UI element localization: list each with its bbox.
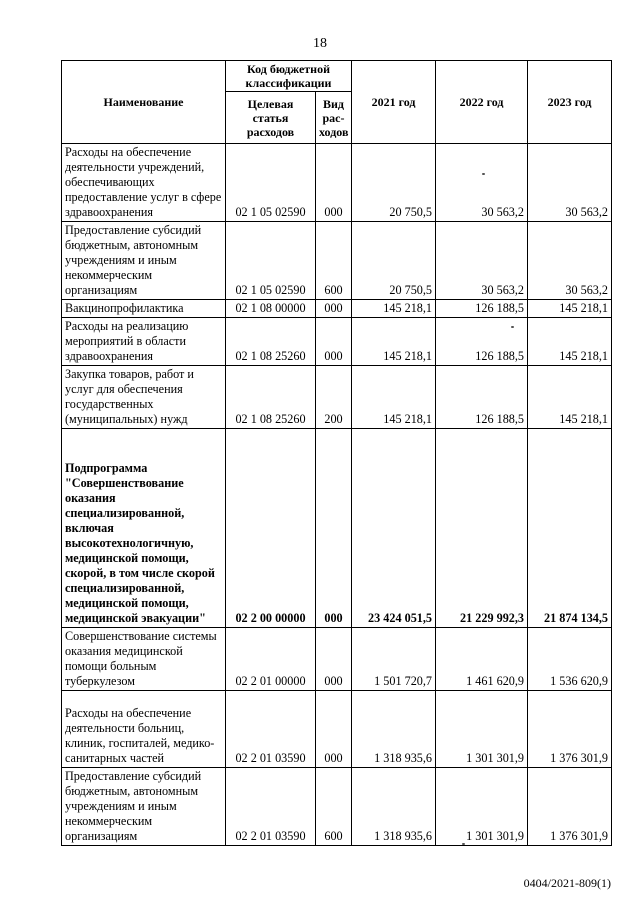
scan-speck xyxy=(482,173,485,175)
row-2023: 30 563,2 xyxy=(528,144,612,222)
row-code: 02 1 05 02590 xyxy=(226,222,316,300)
header-2023: 2023 год xyxy=(528,61,612,144)
header-2021: 2021 год xyxy=(352,61,436,144)
row-code: 02 1 08 25260 xyxy=(226,366,316,429)
row-2021: 145 218,1 xyxy=(352,300,436,318)
row-2022: 126 188,5 xyxy=(436,300,528,318)
row-2022: 126 188,5 xyxy=(436,366,528,429)
row-2022: 1 301 301,9 xyxy=(436,691,528,768)
row-type: 000 xyxy=(316,144,352,222)
row-name: Предоставление субсидий бюджетным, автономным учреждениям и иным некоммерческим организациям xyxy=(62,768,226,846)
row-type: 000 xyxy=(316,628,352,691)
row-2023: 1 376 301,9 xyxy=(528,691,612,768)
row-code: 02 1 05 02590 xyxy=(226,144,316,222)
header-2022: 2022 год xyxy=(436,61,528,144)
table-row xyxy=(62,429,612,628)
row-2023: 145 218,1 xyxy=(528,300,612,318)
row-2022: 21 229 992,3 xyxy=(436,429,528,628)
row-name: Закупка товаров, работ и услуг для обеспечения государственных (муниципальных) нужд xyxy=(62,366,226,429)
row-name: Предоставление субсидий бюджетным, автономным учреждениям и иным некоммерческим организациям xyxy=(62,222,226,300)
row-name: Совершенствование системы оказания медицинской помощи больным туберкулезом xyxy=(62,628,226,691)
table-row xyxy=(62,222,612,300)
row-2021: 1 501 720,7 xyxy=(352,628,436,691)
row-2022: 1 461 620,9 xyxy=(436,628,528,691)
scan-speck xyxy=(511,326,514,328)
row-2021: 145 218,1 xyxy=(352,366,436,429)
row-2023: 1 376 301,9 xyxy=(528,768,612,846)
row-2023: 30 563,2 xyxy=(528,222,612,300)
row-2021: 1 318 935,6 xyxy=(352,768,436,846)
row-type: 000 xyxy=(316,691,352,768)
header-target-article: Целевая статья расходов xyxy=(226,92,316,144)
row-2021: 20 750,5 xyxy=(352,222,436,300)
row-2022: 30 563,2 xyxy=(436,144,528,222)
row-code: 02 2 01 03590 xyxy=(226,691,316,768)
table-row xyxy=(62,300,612,318)
row-2021: 20 750,5 xyxy=(352,144,436,222)
row-2023: 145 218,1 xyxy=(528,318,612,366)
row-name: Подпрограмма "Совершенствование оказания специализированной, включая высокотехнологичную, медицинской помощи, скорой, в том числе скорой специализированной, медицинской помощи, медицинской эвакуации" xyxy=(62,429,226,628)
row-name: Расходы на обеспечение деятельности больниц, клиник, госпиталей, медико-санитарных частей xyxy=(62,691,226,768)
header-name: Наименование xyxy=(62,61,226,144)
table-row xyxy=(62,768,612,846)
row-type: 200 xyxy=(316,366,352,429)
scan-speck xyxy=(462,843,465,845)
row-2023: 145 218,1 xyxy=(528,366,612,429)
row-2022: 126 188,5 xyxy=(436,318,528,366)
header-expense-type: Вид рас-ходов xyxy=(316,92,352,144)
row-type: 000 xyxy=(316,318,352,366)
table-row xyxy=(62,366,612,429)
row-2023: 1 536 620,9 xyxy=(528,628,612,691)
row-name: Расходы на реализацию мероприятий в области здравоохранения xyxy=(62,318,226,366)
row-type: 000 xyxy=(316,429,352,628)
document-number: 0404/2021-809(1) xyxy=(523,876,611,890)
row-2021: 145 218,1 xyxy=(352,318,436,366)
header-budget-code: Код бюджетной классификации xyxy=(226,61,352,92)
page-number: 18 xyxy=(313,36,327,51)
row-type: 000 xyxy=(316,300,352,318)
row-2021: 1 318 935,6 xyxy=(352,691,436,768)
row-name: Вакцинопрофилактика xyxy=(62,300,226,318)
row-code: 02 2 01 00000 xyxy=(226,628,316,691)
row-type: 600 xyxy=(316,768,352,846)
budget-table xyxy=(61,60,612,846)
row-2021: 23 424 051,5 xyxy=(352,429,436,628)
row-code: 02 1 08 00000 xyxy=(226,300,316,318)
row-2022: 1 301 301,9 xyxy=(436,768,528,846)
row-2023: 21 874 134,5 xyxy=(528,429,612,628)
table-row xyxy=(62,144,612,222)
row-code: 02 2 00 00000 xyxy=(226,429,316,628)
table-row xyxy=(62,318,612,366)
table-row xyxy=(62,691,612,768)
row-2022: 30 563,2 xyxy=(436,222,528,300)
table-row xyxy=(62,628,612,691)
row-name: Расходы на обеспечение деятельности учреждений, обеспечивающих предоставление услуг в сфере здравоохранения xyxy=(62,144,226,222)
row-code: 02 1 08 25260 xyxy=(226,318,316,366)
row-code: 02 2 01 03590 xyxy=(226,768,316,846)
table-body xyxy=(62,144,612,846)
row-type: 600 xyxy=(316,222,352,300)
